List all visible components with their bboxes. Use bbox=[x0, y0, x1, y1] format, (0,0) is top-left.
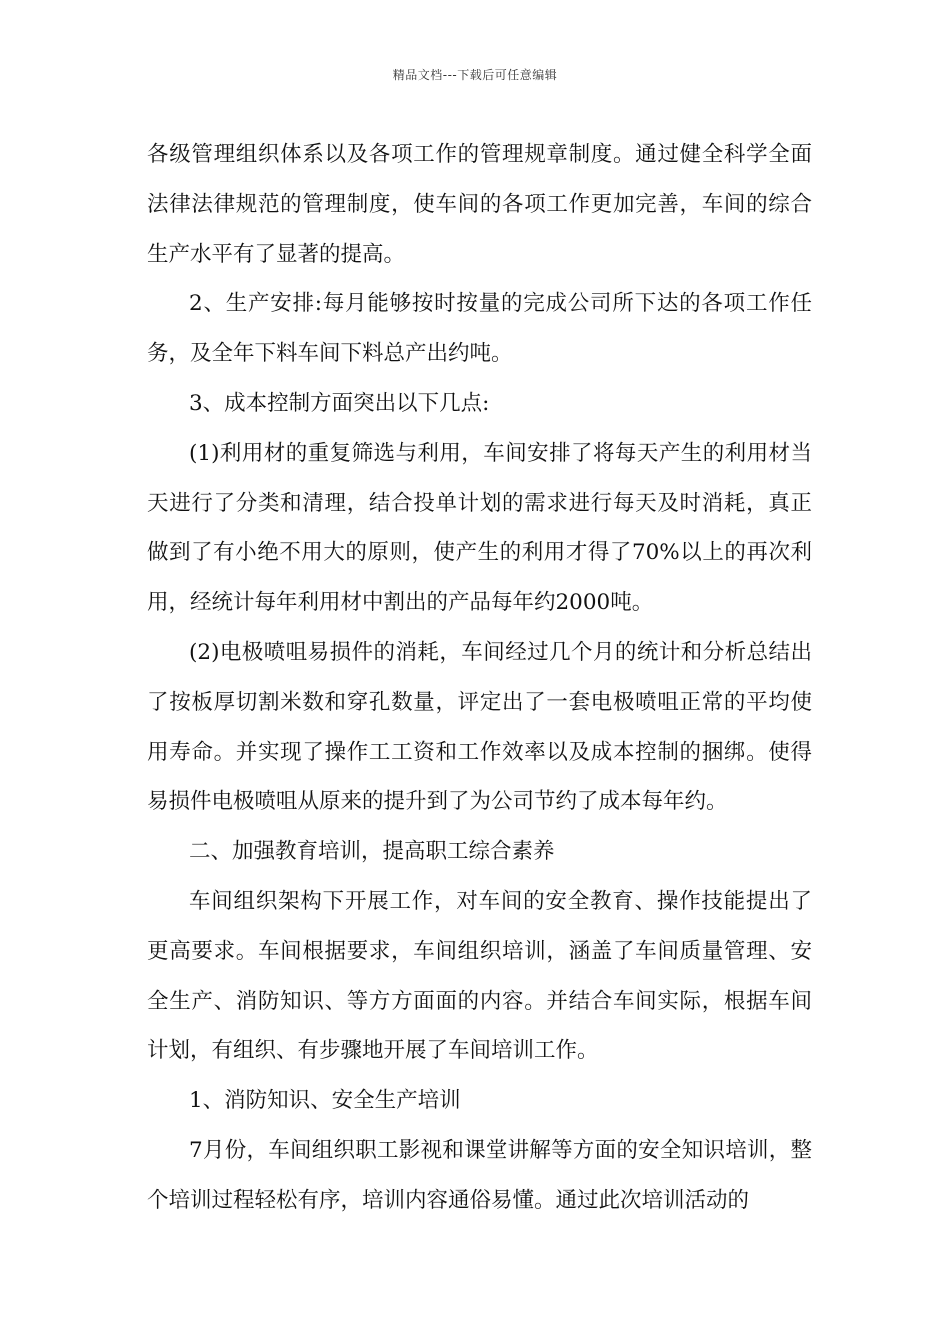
paragraph-1: 各级管理组织体系以及各项工作的管理规章制度。通过健全科学全面法律法律规范的管理制度，使车间的各项工作更加完善，车间的综合生产水平有了显著的提高。 bbox=[147, 142, 812, 267]
subsection-heading: 1、消防知识、安全生产培训 bbox=[189, 1088, 461, 1114]
paragraph-5: (2)电极喷咀易损件的消耗，车间经过几个月的统计和分析总结出了按板厚切割米数和穿孔数量，评定出了一套电极喷咀正常的平均使用寿命。并实现了操作工工资和工作效率以及成本控制的捆绑。使得易损件电极喷咀从原来的提升到了为公司节约了成本每年约。 bbox=[147, 639, 812, 815]
document-body bbox=[147, 130, 812, 1226]
paragraph-2: 2、生产安排:每月能够按时按量的完成公司所下达的各项工作任务，及全年下料车间下料总产出约吨。 bbox=[147, 291, 812, 367]
paragraph-9: 7月份，车间组织职工影视和课堂讲解等方面的安全知识培训，整个培训过程轻松有序，培训内容通俗易懂。通过此次培训活动的 bbox=[147, 1137, 812, 1213]
page-header: 精品文档---下载后可任意编辑 bbox=[392, 68, 558, 82]
paragraph-3: 3、成本控制方面突出以下几点: bbox=[189, 390, 490, 416]
section-heading: 二、加强教育培训，提高职工综合素养 bbox=[189, 839, 555, 865]
paragraph-4: (1)利用材的重复筛选与利用，车间安排了将每天产生的利用材当天进行了分类和清理，结合投单计划的需求进行每天及时消耗，真正做到了有小绝不用大的原则，使产生的利用才得了70%以上的再次利用，经统计每年利用材中割出的产品每年约2000吨。 bbox=[147, 440, 812, 616]
paragraph-7: 车间组织架构下开展工作，对车间的安全教育、操作技能提出了更高要求。车间根据要求，车间组织培训，涵盖了车间质量管理、安全生产、消防知识、等方方面面的内容。并结合车间实际，根据车间计划，有组织、有步骤地开展了车间培训工作。 bbox=[147, 888, 812, 1064]
